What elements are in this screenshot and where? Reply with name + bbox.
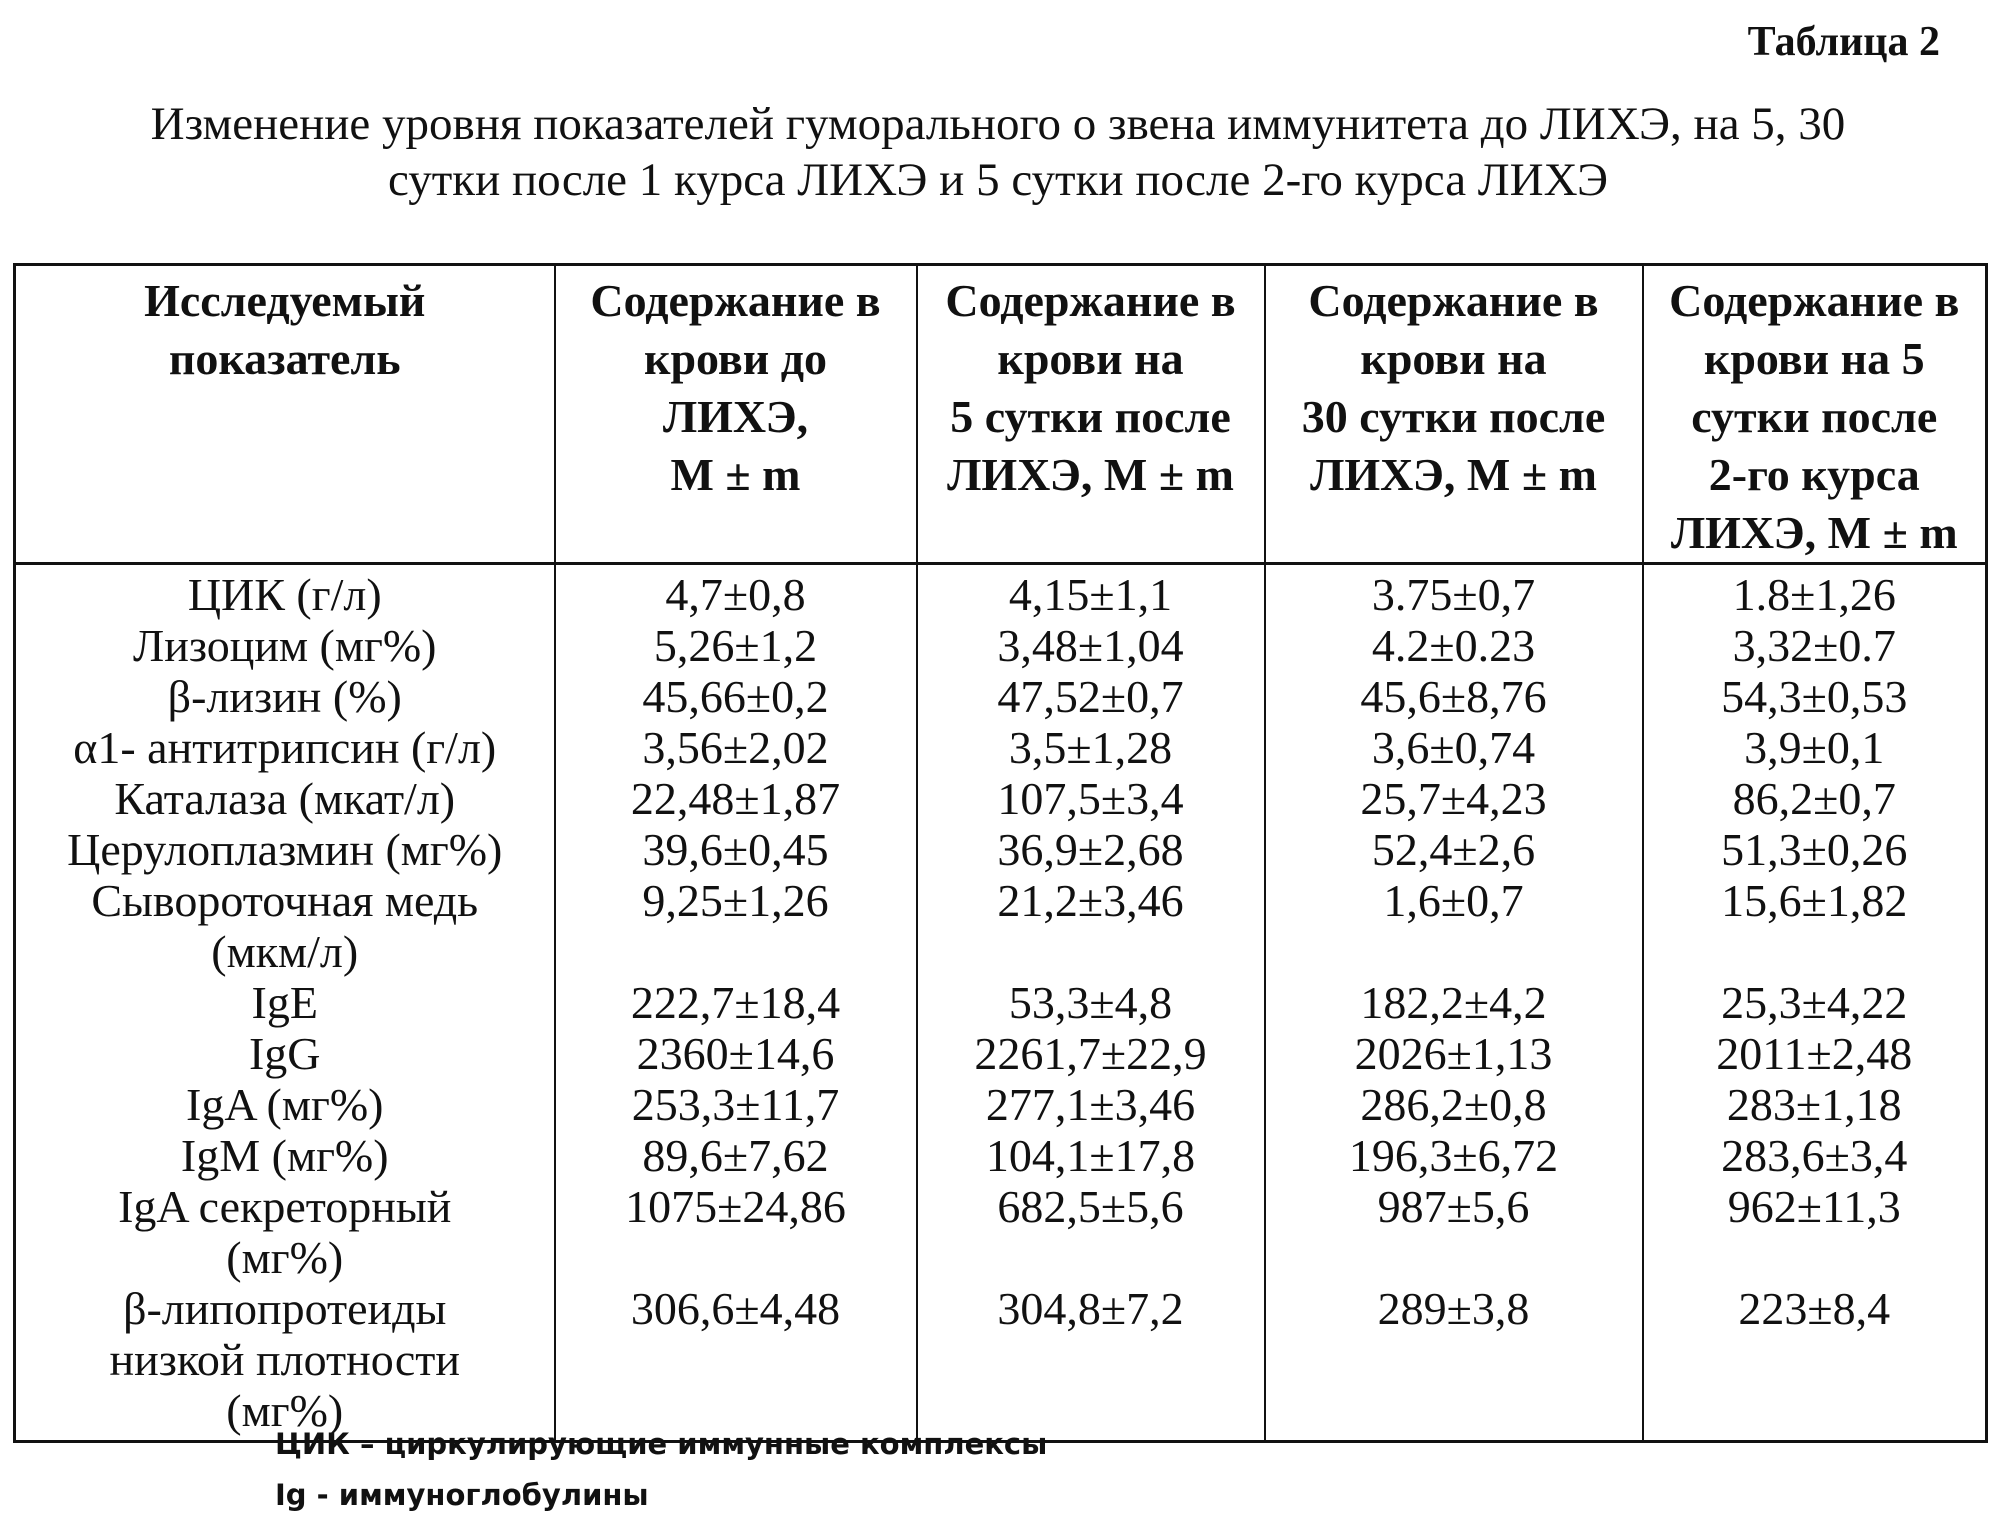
header-line: крови на 5	[1703, 333, 1925, 384]
table-row	[15, 773, 1987, 824]
value-cell: 3,32±0.7	[1643, 620, 1987, 671]
value-cell: 89,6±7,62	[555, 1130, 917, 1181]
value-cell: 682,5±5,6	[917, 1181, 1265, 1283]
value-cell: 3,56±2,02	[555, 722, 917, 773]
table-row	[15, 620, 1987, 671]
value-cell: 45,66±0,2	[555, 671, 917, 722]
value-cell: 47,52±0,7	[917, 671, 1265, 722]
indicator-name-line: Лизоцим (мг%)	[133, 620, 437, 671]
header-line: крови на	[997, 333, 1184, 384]
indicator-name-line: (мкм/л)	[211, 926, 359, 977]
value-cell: 2026±1,13	[1265, 1028, 1643, 1079]
value-cell: 22,48±1,87	[555, 773, 917, 824]
header-line: показатель	[168, 333, 401, 384]
value-cell: 223±8,4	[1643, 1283, 1987, 1442]
table-label: Таблица 2	[1747, 19, 1940, 65]
indicator-name-line: IgA секреторный	[118, 1181, 452, 1232]
table-row	[15, 824, 1987, 875]
table-row	[15, 875, 1987, 977]
value-cell: 9,25±1,26	[555, 875, 917, 977]
header-line: ЛИХЭ,	[662, 391, 809, 442]
header-row	[15, 265, 1987, 564]
indicator-name-line: Сывороточная медь	[91, 875, 479, 926]
value-cell: 987±5,6	[1265, 1181, 1643, 1283]
value-cell: 283±1,18	[1643, 1079, 1987, 1130]
value-cell: 286,2±0,8	[1265, 1079, 1643, 1130]
value-cell: 3,48±1,04	[917, 620, 1265, 671]
table-row	[15, 1130, 1987, 1181]
value-cell: 53,3±4,8	[917, 977, 1265, 1028]
indicator-name-line: низкой плотности	[109, 1334, 460, 1385]
value-cell: 86,2±0,7	[1643, 773, 1987, 824]
footnote-ig: Ig - иммуноглобулины	[275, 1478, 649, 1512]
value-cell: 283,6±3,4	[1643, 1130, 1987, 1181]
header-line: Содержание в	[1308, 275, 1599, 326]
value-cell: 304,8±7,2	[917, 1283, 1265, 1442]
indicator-name-cell	[15, 671, 555, 722]
value-cell: 39,6±0,45	[555, 824, 917, 875]
value-cell: 51,3±0,26	[1643, 824, 1987, 875]
value-cell: 21,2±3,46	[917, 875, 1265, 977]
indicator-name-cell	[15, 773, 555, 824]
header-line: ЛИХЭ, M ± m	[1670, 507, 1958, 558]
value-cell: 52,4±2,6	[1265, 824, 1643, 875]
header-line: крови до	[643, 333, 828, 384]
header-line: M ± m	[670, 449, 801, 500]
header-column-1	[555, 265, 917, 564]
header-line: Содержание в	[945, 275, 1236, 326]
header-line: сутки после	[1691, 391, 1938, 442]
indicator-name-cell	[15, 875, 555, 977]
table-body	[15, 564, 1987, 1442]
indicator-name-line: IgA (мг%)	[186, 1079, 384, 1130]
value-cell: 3.75±0,7	[1265, 564, 1643, 621]
value-cell: 3,6±0,74	[1265, 722, 1643, 773]
value-cell: 107,5±3,4	[917, 773, 1265, 824]
header-column-2	[917, 265, 1265, 564]
indicator-name-cell	[15, 1181, 555, 1283]
value-cell: 253,3±11,7	[555, 1079, 917, 1130]
footnote-cik: ЦИК – циркулирующие иммунные комплексы	[275, 1427, 1048, 1461]
value-cell: 1.8±1,26	[1643, 564, 1987, 621]
indicator-name-cell	[15, 977, 555, 1028]
value-cell: 962±11,3	[1643, 1181, 1987, 1283]
value-cell: 36,9±2,68	[917, 824, 1265, 875]
table-row	[15, 671, 1987, 722]
header-line: 5 сутки после	[950, 391, 1231, 442]
value-cell: 1,6±0,7	[1265, 875, 1643, 977]
indicator-name-line: IgM (мг%)	[180, 1130, 389, 1181]
header-line: 2-го курса	[1708, 449, 1920, 500]
indicator-name-line: α1- антитрипсин (г/л)	[73, 722, 497, 773]
header-line: 30 сутки после	[1301, 391, 1606, 442]
indicator-name-line: Церулоплазмин (мг%)	[67, 824, 503, 875]
indicator-name-line: IgE	[251, 977, 318, 1028]
indicator-name-cell	[15, 1130, 555, 1181]
table-caption-line-2: сутки после 1 курса ЛИХЭ и 5 сутки после 2-го курса ЛИХЭ	[388, 154, 1608, 206]
indicator-name-line: (мг%)	[226, 1232, 344, 1283]
value-cell: 277,1±3,46	[917, 1079, 1265, 1130]
value-cell: 1075±24,86	[555, 1181, 917, 1283]
indicator-name-line: β-лизин (%)	[167, 671, 402, 722]
value-cell: 4,7±0,8	[555, 564, 917, 621]
header-line: крови на	[1360, 333, 1547, 384]
indicator-name-cell	[15, 564, 555, 621]
value-cell: 4.2±0.23	[1265, 620, 1643, 671]
header-line: Исследуемый	[144, 275, 426, 326]
value-cell: 4,15±1,1	[917, 564, 1265, 621]
header-column-4	[1643, 265, 1987, 564]
table-row	[15, 977, 1987, 1028]
value-cell: 3,5±1,28	[917, 722, 1265, 773]
indicator-name-cell	[15, 824, 555, 875]
table-row	[15, 1028, 1987, 1079]
value-cell: 5,26±1,2	[555, 620, 917, 671]
indicator-name-line: Каталаза (мкат/л)	[114, 773, 456, 824]
header-line: Содержание в	[1669, 275, 1960, 326]
indicator-name-cell	[15, 1079, 555, 1130]
value-cell: 2261,7±22,9	[917, 1028, 1265, 1079]
header-line: ЛИХЭ, M ± m	[1310, 449, 1597, 500]
table-row	[15, 722, 1987, 773]
table-row	[15, 1079, 1987, 1130]
value-cell: 104,1±17,8	[917, 1130, 1265, 1181]
indicator-name-cell	[15, 620, 555, 671]
header-indicator	[15, 265, 555, 564]
value-cell: 15,6±1,82	[1643, 875, 1987, 977]
indicator-name-cell	[15, 1028, 555, 1079]
table-row	[15, 1283, 1987, 1442]
value-cell: 45,6±8,76	[1265, 671, 1643, 722]
value-cell: 54,3±0,53	[1643, 671, 1987, 722]
value-cell: 2360±14,6	[555, 1028, 917, 1079]
indicator-name-line: β-липопротеиды	[123, 1283, 447, 1334]
table-caption-line-1: Изменение уровня показателей гуморального о звена иммунитета до ЛИХЭ, на 5, 30	[150, 98, 1846, 150]
value-cell: 222,7±18,4	[555, 977, 917, 1028]
value-cell: 182,2±4,2	[1265, 977, 1643, 1028]
table-row	[15, 564, 1987, 621]
value-cell: 25,7±4,23	[1265, 773, 1643, 824]
header-line: Содержание в	[590, 275, 881, 326]
value-cell: 306,6±4,48	[555, 1283, 917, 1442]
indicator-name-line: ЦИК (г/л)	[187, 569, 382, 620]
value-cell: 196,3±6,72	[1265, 1130, 1643, 1181]
indicator-name-cell	[15, 722, 555, 773]
indicator-name-line: IgG	[248, 1028, 321, 1079]
table-row	[15, 1181, 1987, 1283]
indicator-name-cell	[15, 1283, 555, 1442]
value-cell: 3,9±0,1	[1643, 722, 1987, 773]
data-table	[13, 263, 1988, 1443]
value-cell: 25,3±4,22	[1643, 977, 1987, 1028]
header-line: ЛИХЭ, M ± m	[947, 449, 1234, 500]
value-cell: 2011±2,48	[1643, 1028, 1987, 1079]
value-cell: 289±3,8	[1265, 1283, 1643, 1442]
indicator-name-line: (мг%)	[226, 1385, 344, 1436]
header-column-3	[1265, 265, 1643, 564]
